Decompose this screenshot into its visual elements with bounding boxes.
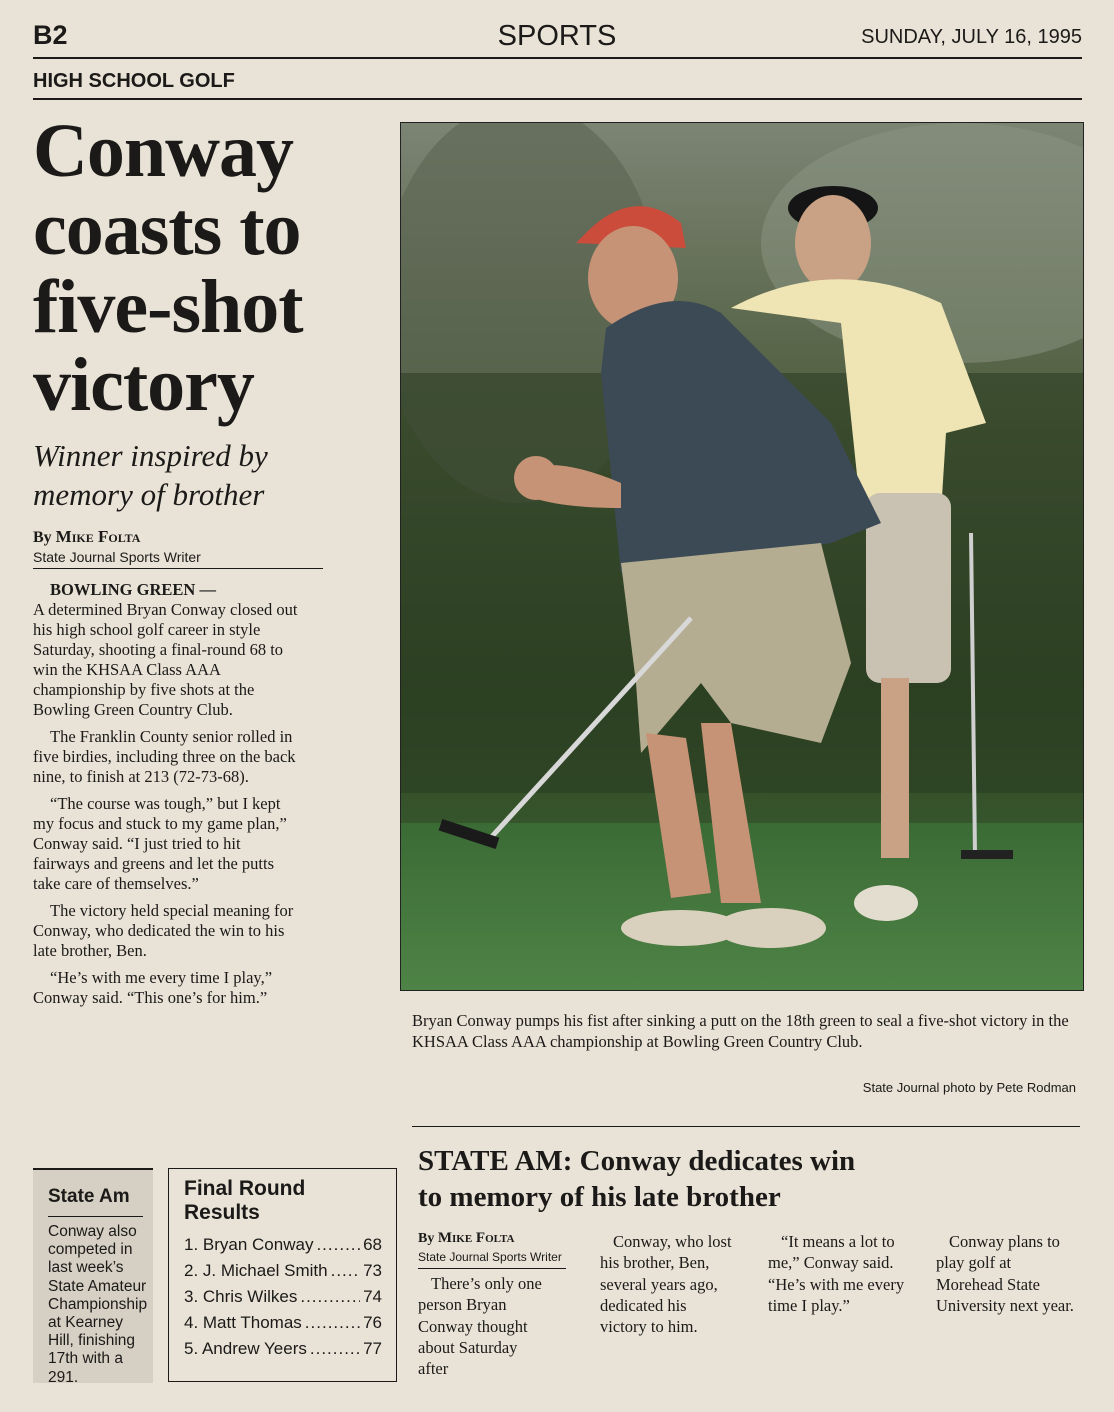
- masthead-rule: [33, 57, 1082, 59]
- section-kicker: HIGH SCHOOL GOLF: [33, 70, 235, 92]
- story2-headline-line: STATE AM: Conway dedicates win: [418, 1145, 856, 1177]
- story2-column-4: [936, 1231, 1076, 1316]
- headline-line: coasts to: [33, 187, 301, 271]
- byline-author: Mike Folta: [55, 527, 141, 546]
- deck-line: Winner inspired by: [33, 438, 268, 473]
- story-paragraph: [33, 580, 298, 720]
- leader-dots: [331, 1261, 360, 1281]
- leader-dots: [310, 1339, 360, 1359]
- result-name: 3. Chris Wilkes: [184, 1287, 298, 1306]
- kicker-rule: [33, 98, 1082, 100]
- photo-illustration: [401, 123, 1083, 990]
- story2-byline-by: By: [418, 1231, 435, 1246]
- story2-byline: [418, 1230, 514, 1247]
- story-paragraph: “The course was tough,” but I kept my focus and stuck to my game plan,” Conway said. “I just tried to hit fairways and greens and let the putts take care of themselves.”: [33, 794, 287, 893]
- story-paragraph-text: A determined Bryan Conway closed out his high school golf career in style Saturday, shooting a final-round 68 to win the KHSAA Class AAA championship by five shots at the Bowling Green Country Club.: [33, 600, 298, 719]
- results-row: [184, 1235, 382, 1261]
- state-am-box: [33, 1168, 153, 1386]
- story2-column-2: [600, 1231, 735, 1337]
- byline-by: By: [33, 529, 52, 546]
- headline-line: five-shot: [33, 265, 303, 349]
- result-name: 1. Bryan Conway: [184, 1235, 314, 1254]
- story2-column-1: [418, 1273, 548, 1379]
- result-name: 4. Matt Thomas: [184, 1313, 302, 1332]
- deck: [33, 436, 373, 514]
- story2-paragraph: Conway plans to play golf at Morehead State University next year.: [936, 1232, 1074, 1315]
- byline: [33, 527, 140, 547]
- headline: [33, 109, 393, 427]
- story-paragraph: The victory held special meaning for Conway, who dedicated the win to his late brother, Ben.: [33, 901, 294, 960]
- results-box: [168, 1168, 397, 1382]
- section-name: SPORTS: [497, 20, 617, 52]
- story2-top-rule: [412, 1126, 1080, 1127]
- results-row: [184, 1313, 382, 1339]
- result-score: 68: [363, 1235, 382, 1254]
- result-name: 5. Andrew Yeers: [184, 1339, 307, 1358]
- leader-dots: [300, 1287, 360, 1307]
- news-photo: [400, 122, 1084, 991]
- page-number: B2: [33, 20, 68, 50]
- results-title-line: Final Round: [184, 1177, 306, 1200]
- story2-byline-title: State Journal Sports Writer: [418, 1250, 562, 1264]
- results-list: [184, 1235, 382, 1365]
- result-score: 73: [363, 1261, 382, 1280]
- results-row: [184, 1339, 382, 1365]
- story2-paragraph: “It means a lot to me,” Conway said. “He’s with me every time I play.”: [768, 1232, 905, 1315]
- story-body: [33, 580, 298, 1015]
- result-score: 77: [363, 1339, 382, 1358]
- leader-dots: [316, 1235, 360, 1255]
- results-box-title: [184, 1177, 305, 1225]
- photo-credit: State Journal photo by Pete Rodman: [862, 1080, 1076, 1095]
- story2-byline-rule: [418, 1268, 566, 1269]
- photo-caption: Bryan Conway pumps his fist after sinking a putt on the 18th green to seal a five-shot victory in the KHSAA Class AAA championship at Bowling Green Country Club.: [412, 1011, 1069, 1051]
- story2-paragraph: There’s only one person Bryan Conway thought about Saturday after: [418, 1274, 542, 1379]
- story2-byline-author: Mike Folta: [437, 1230, 515, 1246]
- story2-column-3: [768, 1231, 908, 1316]
- results-row: [184, 1287, 382, 1313]
- state-am-box-text: Conway also competed in last week’s State Amateur Championship at Kearney Hill, finishing 17th with a 291.: [48, 1223, 148, 1386]
- byline-title: State Journal Sports Writer: [33, 549, 201, 565]
- dateline: BOWLING GREEN —: [50, 580, 216, 599]
- story2-headline: [418, 1143, 1018, 1215]
- results-row: [184, 1261, 382, 1287]
- story-paragraph: “He’s with me every time I play,” Conway said. “This one’s for him.”: [33, 968, 273, 1007]
- headline-line: Conway: [33, 109, 294, 193]
- byline-rule: [33, 568, 323, 569]
- issue-date: SUNDAY, JULY 16, 1995: [861, 26, 1082, 48]
- headline-line: victory: [33, 343, 254, 427]
- deck-line: memory of brother: [33, 477, 265, 512]
- result-name: 2. J. Michael Smith: [184, 1261, 328, 1280]
- story-paragraph: The Franklin County senior rolled in five birdies, including three on the back nine, to finish at 213 (72-73-68).: [33, 727, 296, 786]
- result-score: 76: [363, 1313, 382, 1332]
- leader-dots: [305, 1313, 360, 1333]
- results-title-line: Results: [184, 1201, 260, 1224]
- state-am-box-title: State Am: [48, 1186, 130, 1207]
- result-score: 74: [363, 1287, 382, 1306]
- story2-paragraph: Conway, who lost his brother, Ben, several years ago, dedicated his victory to him.: [600, 1232, 732, 1337]
- story2-headline-line: to memory of his late brother: [418, 1181, 781, 1213]
- state-am-box-rule: [48, 1216, 143, 1217]
